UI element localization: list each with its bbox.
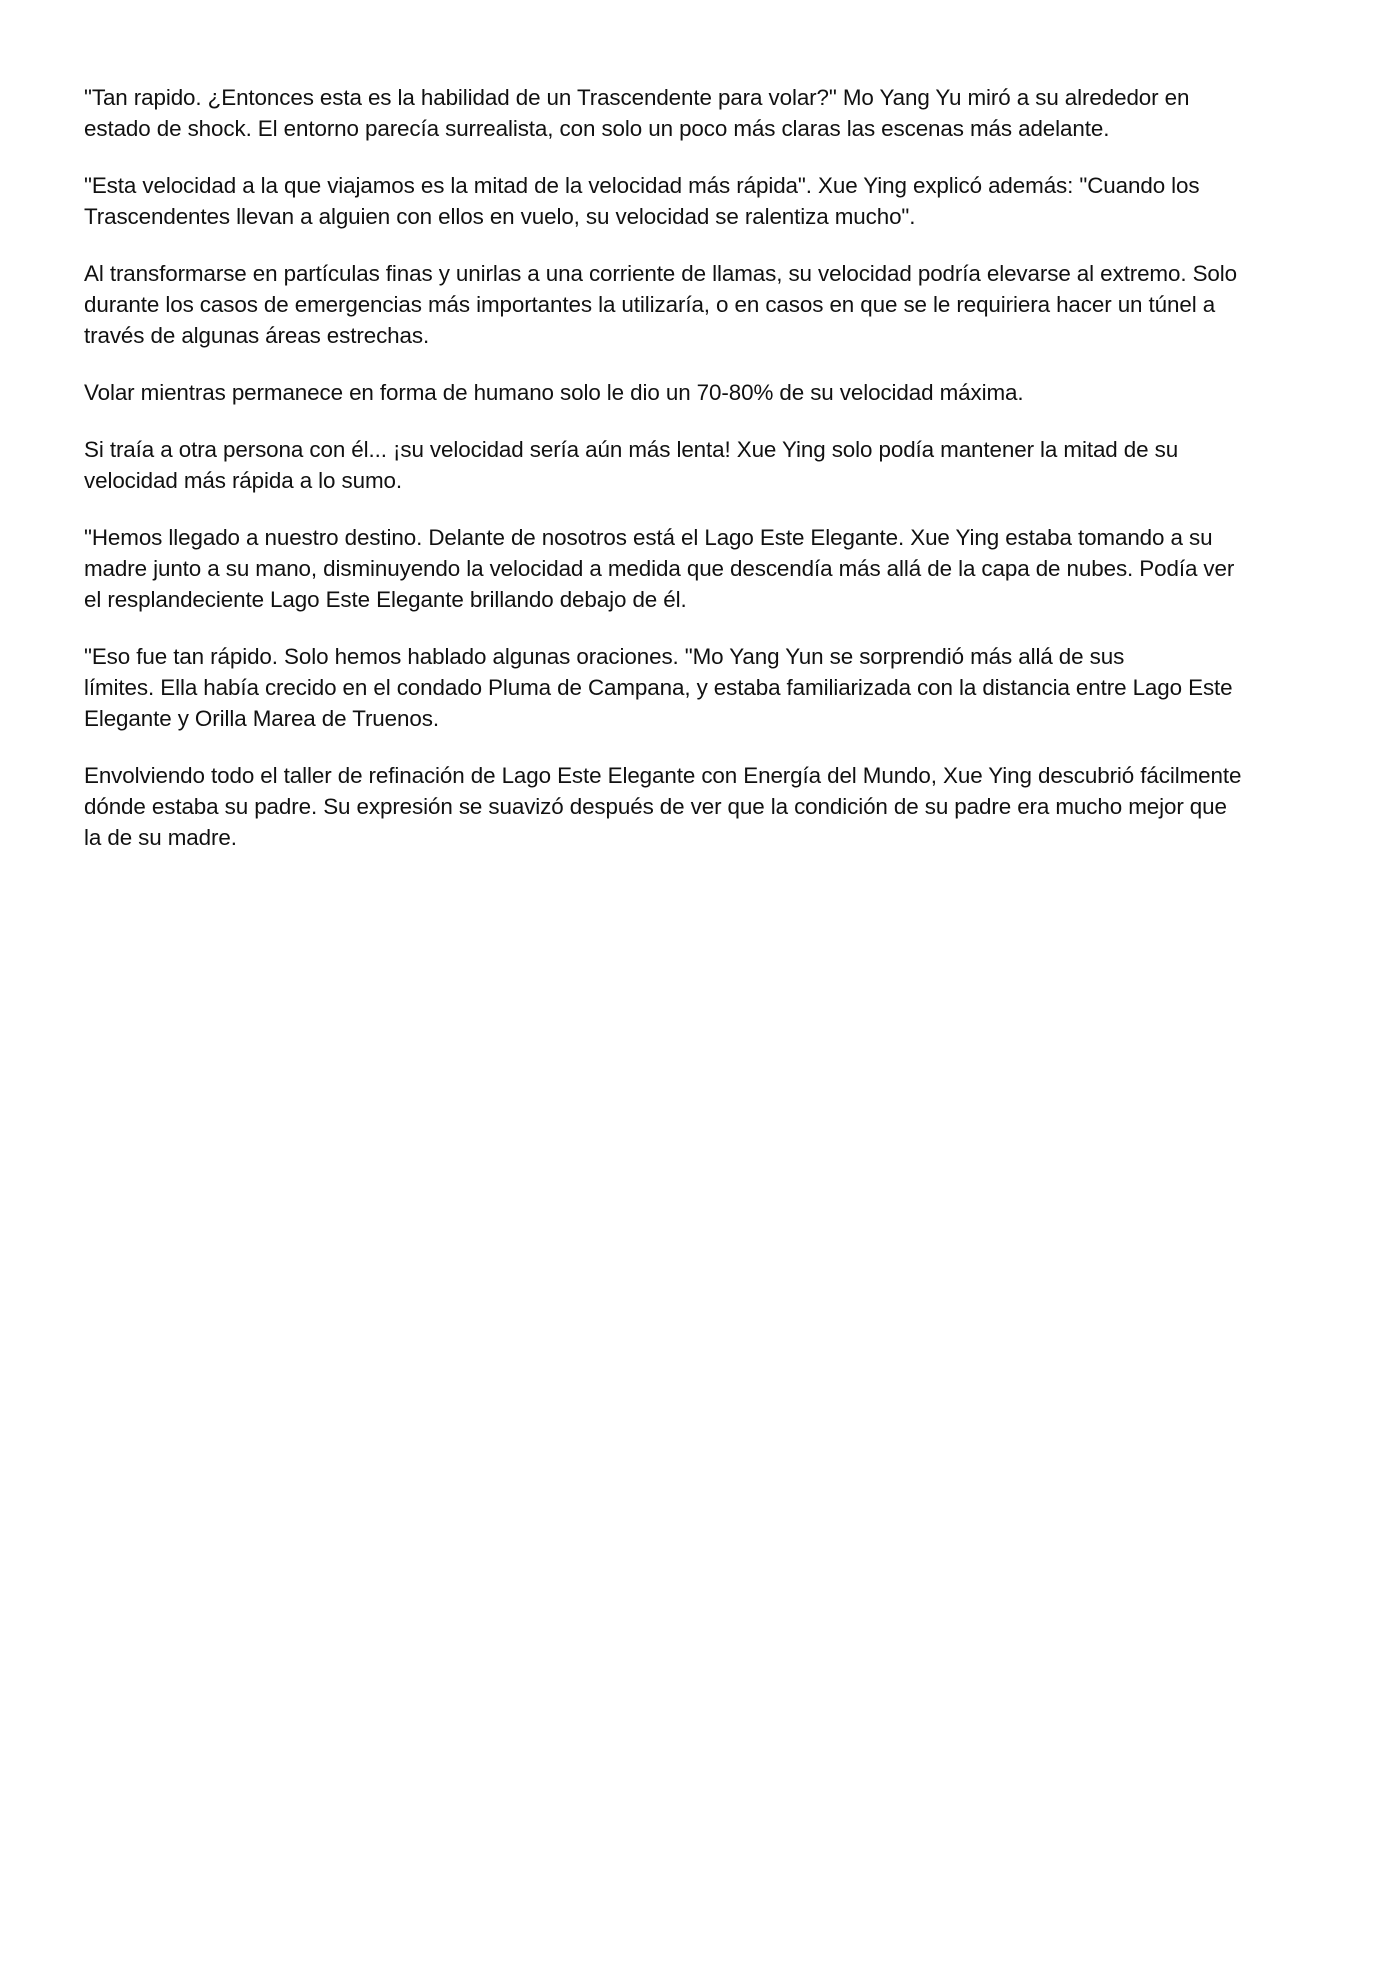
paragraph-line: Al transformarse en partículas finas y unirlas a una corriente de llamas, su velocidad podría elevarse al extremo. Solo (84, 261, 1237, 286)
paragraph-line: Si traía a otra persona con él... ¡su velocidad sería aún más lenta! Xue Ying solo podía mantener la mitad de su (84, 437, 1179, 462)
paragraph-line: "Tan rapido. ¿Entonces esta es la habilidad de un Trascendente para volar?" Mo Yang Yu miró a su alrededor en (84, 85, 1190, 110)
paragraph-line: Trascendentes llevan a alguien con ellos en vuelo, su velocidad se ralentiza mucho". (84, 204, 916, 229)
paragraph-2 (84, 170, 1316, 232)
paragraph-line: Envolviendo todo el taller de refinación de Lago Este Elegante con Energía del Mundo, Xue Ying descubrió fácilmente (84, 763, 1242, 788)
paragraph-3 (84, 258, 1316, 351)
paragraph-1 (84, 82, 1316, 144)
paragraph-7 (84, 641, 1316, 734)
paragraph-8 (84, 760, 1316, 853)
paragraph-line: "Hemos llegado a nuestro destino. Delante de nosotros está el Lago Este Elegante. Xue Ying estaba tomando a su (84, 525, 1213, 550)
paragraph-5 (84, 434, 1316, 496)
paragraph-line: través de algunas áreas estrechas. (84, 323, 430, 348)
paragraph-line: Volar mientras permanece en forma de humano solo le dio un 70-80% de su velocidad máxima. (84, 380, 1024, 405)
paragraph-line: la de su madre. (84, 825, 237, 850)
paragraph-line: límites. Ella había crecido en el condado Pluma de Campana, y estaba familiarizada con la distancia entre Lago Este (84, 675, 1233, 700)
paragraph-6 (84, 522, 1316, 615)
paragraph-4 (84, 377, 1316, 408)
paragraph-line: durante los casos de emergencias más importantes la utilizaría, o en casos en que se le requiriera hacer un túnel a (84, 292, 1216, 317)
paragraph-line: el resplandeciente Lago Este Elegante brillando debajo de él. (84, 587, 687, 612)
paragraph-line: "Eso fue tan rápido. Solo hemos hablado algunas oraciones. "Mo Yang Yun se sorprendió más allá de sus (84, 644, 1125, 669)
paragraph-line: velocidad más rápida a lo sumo. (84, 468, 403, 493)
paragraph-line: dónde estaba su padre. Su expresión se suavizó después de ver que la condición de su padre era mucho mejor que (84, 794, 1227, 819)
paragraph-line: madre junto a su mano, disminuyendo la velocidad a medida que descendía más allá de la capa de nubes. Podía ver (84, 556, 1235, 581)
paragraph-line: "Esta velocidad a la que viajamos es la mitad de la velocidad más rápida". Xue Ying explicó además: "Cuando los (84, 173, 1200, 198)
paragraph-line: estado de shock. El entorno parecía surrealista, con solo un poco más claras las escenas más adelante. (84, 116, 1110, 141)
paragraph-line: Elegante y Orilla Marea de Truenos. (84, 706, 439, 731)
